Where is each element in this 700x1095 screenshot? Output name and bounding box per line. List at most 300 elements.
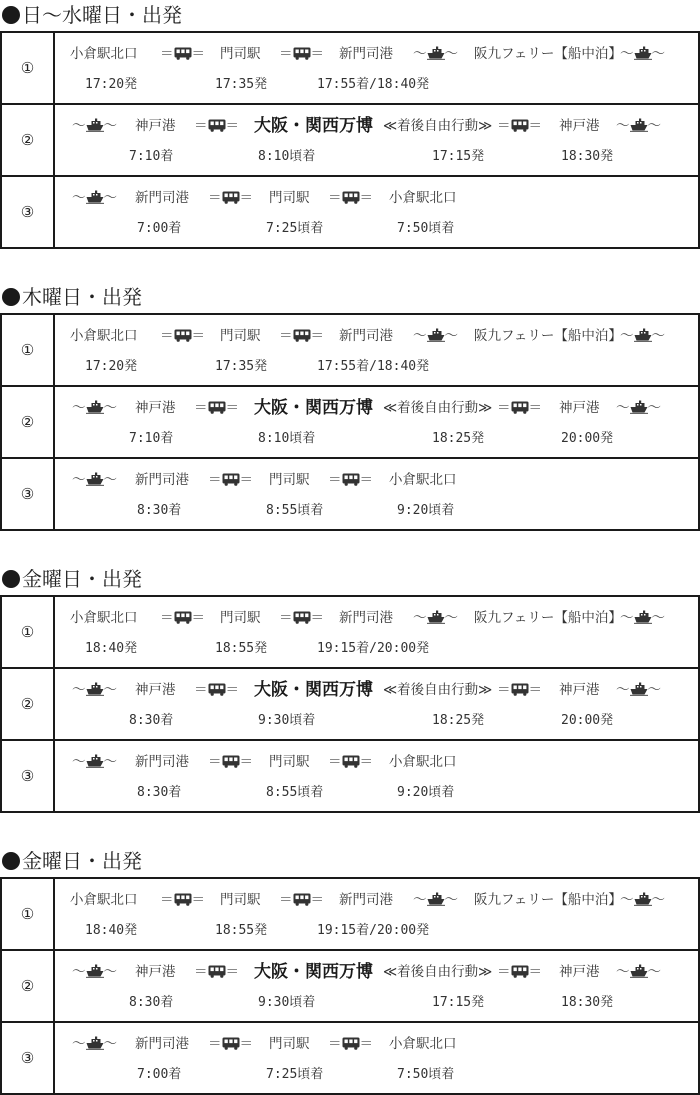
bus-icon <box>342 189 360 211</box>
tilde-symbol: ～ <box>620 46 634 62</box>
bus-icon <box>293 45 311 67</box>
eq-symbol: ＝ <box>279 610 293 626</box>
eq-symbol: ＝ <box>528 118 542 134</box>
stop-moji-station: 門司駅 <box>269 190 310 206</box>
stop-moji-station: 門司駅 <box>220 328 261 344</box>
bus-transfer <box>497 961 542 985</box>
time-value: 18:30発 <box>561 149 614 164</box>
bus-icon <box>222 471 240 493</box>
time-value: 18:30発 <box>561 995 614 1010</box>
eq-symbol: ＝ <box>191 610 205 626</box>
schedule-row <box>2 739 698 811</box>
eq-symbol: ＝ <box>208 472 222 488</box>
day-number: ① <box>2 315 55 385</box>
time-value: 18:25発 <box>432 713 485 728</box>
bus-icon <box>174 327 192 349</box>
ship-icon <box>634 609 652 631</box>
tilde-symbol: ～ <box>616 682 630 698</box>
tilde-symbol: ～ <box>103 118 117 134</box>
time-value: 19:15着/20:00発 <box>317 923 430 938</box>
eq-symbol: ＝ <box>239 1036 253 1052</box>
stop-shinmoji-port: 新門司港 <box>339 328 393 344</box>
bus-transfer <box>279 43 324 67</box>
tilde-symbol: ～ <box>647 400 661 416</box>
ship-transfer <box>620 889 665 913</box>
stop-shinmoji-port: 新門司港 <box>339 892 393 908</box>
eq-symbol: ＝ <box>191 46 205 62</box>
ship-icon <box>86 963 104 985</box>
bus-transfer <box>208 751 253 775</box>
eq-symbol: ＝ <box>497 682 511 698</box>
time-value: 17:35発 <box>215 359 268 374</box>
schedule-row <box>2 949 698 1021</box>
stop-kokura-kitaguchi: 小倉駅北口 <box>70 328 138 344</box>
ferry-name: 阪九フェリー【船中泊】 <box>474 610 622 626</box>
bus-transfer <box>194 961 239 985</box>
stop-shinmoji-port: 新門司港 <box>135 190 189 206</box>
stop-kobe-port: 神戸港 <box>135 682 176 698</box>
time-value: 7:25頃着 <box>266 221 324 236</box>
stop-kobe-port: 神戸港 <box>559 964 600 980</box>
time-value: 17:15発 <box>432 149 485 164</box>
ship-icon <box>634 327 652 349</box>
time-value: 18:55発 <box>215 641 268 656</box>
eq-symbol: ＝ <box>310 892 324 908</box>
time-value: 7:00着 <box>137 1067 182 1082</box>
section-title-text: 金曜日・出発 <box>22 849 142 873</box>
eq-symbol: ＝ <box>328 754 342 770</box>
ship-transfer <box>616 115 661 139</box>
ship-icon <box>86 117 104 139</box>
stop-moji-station: 門司駅 <box>220 46 261 62</box>
bus-transfer <box>279 607 324 631</box>
section-title <box>0 282 700 312</box>
ship-transfer <box>72 397 117 421</box>
ship-transfer <box>616 961 661 985</box>
ship-transfer <box>620 325 665 349</box>
stop-kokura-kitaguchi: 小倉駅北口 <box>70 610 138 626</box>
eq-symbol: ＝ <box>239 472 253 488</box>
bus-icon <box>293 609 311 631</box>
eq-symbol: ＝ <box>194 118 208 134</box>
stop-moji-station: 門司駅 <box>220 610 261 626</box>
eq-symbol: ＝ <box>528 682 542 698</box>
day-number: ③ <box>2 741 55 811</box>
free-time-note: ≪着後自由行動≫ <box>383 118 493 134</box>
eq-symbol: ＝ <box>310 46 324 62</box>
time-value: 9:30頃着 <box>258 995 316 1010</box>
day-number: ③ <box>2 459 55 529</box>
expo-name: 大阪・関西万博 <box>254 398 373 418</box>
tilde-symbol: ～ <box>413 892 427 908</box>
ship-transfer <box>72 961 117 985</box>
expo-name: 大阪・関西万博 <box>254 962 373 982</box>
section-title-text: 日～水曜日・出発 <box>22 3 182 27</box>
stop-shinmoji-port: 新門司港 <box>339 610 393 626</box>
eq-symbol: ＝ <box>239 190 253 206</box>
schedule-row <box>2 385 698 457</box>
stop-shinmoji-port: 新門司港 <box>135 754 189 770</box>
time-value: 20:00発 <box>561 431 614 446</box>
ship-transfer <box>72 679 117 703</box>
ship-transfer <box>413 43 458 67</box>
ship-icon <box>86 471 104 493</box>
bus-transfer <box>208 187 253 211</box>
tilde-symbol: ～ <box>103 190 117 206</box>
free-time-note: ≪着後自由行動≫ <box>383 682 493 698</box>
time-value: 8:30着 <box>137 785 182 800</box>
eq-symbol: ＝ <box>497 118 511 134</box>
schedule-table <box>0 31 700 249</box>
bus-transfer <box>328 1033 373 1057</box>
tilde-symbol: ～ <box>72 754 86 770</box>
stop-moji-station: 門司駅 <box>269 1036 310 1052</box>
stop-shinmoji-port: 新門司港 <box>339 46 393 62</box>
time-value: 9:20頃着 <box>397 785 455 800</box>
time-value: 8:10頃着 <box>258 431 316 446</box>
eq-symbol: ＝ <box>497 964 511 980</box>
eq-symbol: ＝ <box>191 892 205 908</box>
time-value: 7:25頃着 <box>266 1067 324 1082</box>
section-title-text: 金曜日・出発 <box>22 567 142 591</box>
eq-symbol: ＝ <box>310 610 324 626</box>
ship-icon <box>427 891 445 913</box>
schedule-section <box>0 0 700 236</box>
tilde-symbol: ～ <box>444 610 458 626</box>
stop-kokura-kitaguchi: 小倉駅北口 <box>389 472 457 488</box>
tilde-symbol: ～ <box>444 46 458 62</box>
tilde-symbol: ～ <box>413 46 427 62</box>
time-value: 18:40発 <box>85 923 138 938</box>
tilde-symbol: ～ <box>103 1036 117 1052</box>
tilde-symbol: ～ <box>616 118 630 134</box>
time-value: 18:25発 <box>432 431 485 446</box>
eq-symbol: ＝ <box>160 610 174 626</box>
free-time-note: ≪着後自由行動≫ <box>383 400 493 416</box>
stop-kokura-kitaguchi: 小倉駅北口 <box>389 1036 457 1052</box>
eq-symbol: ＝ <box>239 754 253 770</box>
ship-icon <box>634 891 652 913</box>
bus-transfer <box>279 889 324 913</box>
tilde-symbol: ～ <box>651 46 665 62</box>
bullet-dot-icon <box>2 6 20 24</box>
ship-transfer <box>72 751 117 775</box>
stop-moji-station: 門司駅 <box>269 472 310 488</box>
ship-transfer <box>620 607 665 631</box>
time-value: 17:35発 <box>215 77 268 92</box>
time-value: 8:30着 <box>129 713 174 728</box>
eq-symbol: ＝ <box>160 328 174 344</box>
tilde-symbol: ～ <box>620 892 634 908</box>
eq-symbol: ＝ <box>359 190 373 206</box>
tilde-symbol: ～ <box>616 400 630 416</box>
stop-kobe-port: 神戸港 <box>135 964 176 980</box>
tilde-symbol: ～ <box>103 964 117 980</box>
time-value: 7:10着 <box>129 149 174 164</box>
stop-moji-station: 門司駅 <box>220 892 261 908</box>
day-number: ② <box>2 669 55 739</box>
schedule-row <box>2 315 698 385</box>
time-value: 8:55頃着 <box>266 503 324 518</box>
eq-symbol: ＝ <box>191 328 205 344</box>
bus-icon <box>208 681 226 703</box>
stop-shinmoji-port: 新門司港 <box>135 472 189 488</box>
schedule-row <box>2 1021 698 1093</box>
tilde-symbol: ～ <box>413 328 427 344</box>
stop-moji-station: 門司駅 <box>269 754 310 770</box>
tilde-symbol: ～ <box>651 610 665 626</box>
tilde-symbol: ～ <box>620 610 634 626</box>
stop-kobe-port: 神戸港 <box>135 118 176 134</box>
time-value: 7:00着 <box>137 221 182 236</box>
ship-icon <box>634 45 652 67</box>
schedule-table <box>0 877 700 1095</box>
stop-kobe-port: 神戸港 <box>559 118 600 134</box>
eq-symbol: ＝ <box>208 1036 222 1052</box>
ship-transfer <box>413 889 458 913</box>
bus-transfer <box>160 43 205 67</box>
ship-transfer <box>72 1033 117 1057</box>
eq-symbol: ＝ <box>194 682 208 698</box>
eq-symbol: ＝ <box>194 400 208 416</box>
eq-symbol: ＝ <box>194 964 208 980</box>
bus-icon <box>222 189 240 211</box>
section-title-text: 木曜日・出発 <box>22 285 142 309</box>
ship-icon <box>86 753 104 775</box>
bus-icon <box>511 399 529 421</box>
time-value: 17:15発 <box>432 995 485 1010</box>
time-value: 7:50頃着 <box>397 1067 455 1082</box>
eq-symbol: ＝ <box>279 892 293 908</box>
time-value: 19:15着/20:00発 <box>317 641 430 656</box>
tilde-symbol: ～ <box>444 328 458 344</box>
day-number: ③ <box>2 1023 55 1093</box>
bus-icon <box>293 327 311 349</box>
bus-transfer <box>279 325 324 349</box>
tilde-symbol: ～ <box>620 328 634 344</box>
time-value: 20:00発 <box>561 713 614 728</box>
eq-symbol: ＝ <box>328 1036 342 1052</box>
day-number: ① <box>2 33 55 103</box>
stop-kokura-kitaguchi: 小倉駅北口 <box>389 190 457 206</box>
tilde-symbol: ～ <box>651 892 665 908</box>
stop-kokura-kitaguchi: 小倉駅北口 <box>389 754 457 770</box>
schedule-row <box>2 597 698 667</box>
eq-symbol: ＝ <box>279 328 293 344</box>
ship-icon <box>86 681 104 703</box>
time-value: 7:10着 <box>129 431 174 446</box>
tilde-symbol: ～ <box>651 328 665 344</box>
time-value: 9:30頃着 <box>258 713 316 728</box>
schedule-row <box>2 175 698 247</box>
time-value: 9:20頃着 <box>397 503 455 518</box>
eq-symbol: ＝ <box>160 46 174 62</box>
ship-icon <box>630 681 648 703</box>
time-value: 17:20発 <box>85 77 138 92</box>
ferry-name: 阪九フェリー【船中泊】 <box>474 328 622 344</box>
eq-symbol: ＝ <box>225 400 239 416</box>
schedule-section <box>0 282 700 518</box>
schedule-row <box>2 457 698 529</box>
section-title <box>0 846 700 876</box>
schedule-row <box>2 879 698 949</box>
tilde-symbol: ～ <box>103 472 117 488</box>
bus-transfer <box>194 397 239 421</box>
eq-symbol: ＝ <box>208 190 222 206</box>
ship-icon <box>427 327 445 349</box>
time-value: 18:55発 <box>215 923 268 938</box>
free-time-note: ≪着後自由行動≫ <box>383 964 493 980</box>
tilde-symbol: ～ <box>647 118 661 134</box>
bus-transfer <box>194 679 239 703</box>
bus-transfer <box>160 607 205 631</box>
stop-kokura-kitaguchi: 小倉駅北口 <box>70 892 138 908</box>
day-number: ① <box>2 879 55 949</box>
section-title <box>0 0 700 30</box>
bus-icon <box>208 117 226 139</box>
bus-icon <box>222 1035 240 1057</box>
eq-symbol: ＝ <box>208 754 222 770</box>
tilde-symbol: ～ <box>72 1036 86 1052</box>
ship-icon <box>630 399 648 421</box>
bus-transfer <box>497 397 542 421</box>
time-value: 8:30着 <box>137 503 182 518</box>
stop-shinmoji-port: 新門司港 <box>135 1036 189 1052</box>
ship-icon <box>427 45 445 67</box>
bullet-dot-icon <box>2 852 20 870</box>
bus-icon <box>174 45 192 67</box>
tilde-symbol: ～ <box>103 400 117 416</box>
day-number: ① <box>2 597 55 667</box>
ship-transfer <box>72 469 117 493</box>
time-value: 8:55頃着 <box>266 785 324 800</box>
schedule-table <box>0 595 700 813</box>
eq-symbol: ＝ <box>310 328 324 344</box>
bus-icon <box>342 471 360 493</box>
bus-transfer <box>208 1033 253 1057</box>
bus-icon <box>174 891 192 913</box>
eq-symbol: ＝ <box>160 892 174 908</box>
bus-icon <box>511 117 529 139</box>
expo-name: 大阪・関西万博 <box>254 116 373 136</box>
schedule-section <box>0 846 700 1082</box>
ship-transfer <box>72 187 117 211</box>
schedule-table <box>0 313 700 531</box>
eq-symbol: ＝ <box>225 964 239 980</box>
bus-icon <box>511 681 529 703</box>
day-number: ② <box>2 387 55 457</box>
bus-icon <box>342 1035 360 1057</box>
stop-kokura-kitaguchi: 小倉駅北口 <box>70 46 138 62</box>
section-title <box>0 564 700 594</box>
ship-icon <box>630 963 648 985</box>
eq-symbol: ＝ <box>328 472 342 488</box>
bus-icon <box>511 963 529 985</box>
bus-icon <box>342 753 360 775</box>
stop-kobe-port: 神戸港 <box>559 400 600 416</box>
tilde-symbol: ～ <box>413 610 427 626</box>
ship-transfer <box>616 679 661 703</box>
bus-transfer <box>497 679 542 703</box>
time-value: 8:30着 <box>129 995 174 1010</box>
eq-symbol: ＝ <box>528 964 542 980</box>
ferry-name: 阪九フェリー【船中泊】 <box>474 46 622 62</box>
time-value: 7:50頃着 <box>397 221 455 236</box>
bus-transfer <box>194 115 239 139</box>
eq-symbol: ＝ <box>359 1036 373 1052</box>
stop-kobe-port: 神戸港 <box>559 682 600 698</box>
ship-icon <box>86 399 104 421</box>
ship-transfer <box>616 397 661 421</box>
tilde-symbol: ～ <box>647 964 661 980</box>
ship-icon <box>86 189 104 211</box>
stop-kobe-port: 神戸港 <box>135 400 176 416</box>
schedule-row <box>2 33 698 103</box>
tilde-symbol: ～ <box>647 682 661 698</box>
bus-transfer <box>497 115 542 139</box>
tilde-symbol: ～ <box>72 964 86 980</box>
eq-symbol: ＝ <box>359 472 373 488</box>
tilde-symbol: ～ <box>72 472 86 488</box>
day-number: ③ <box>2 177 55 247</box>
eq-symbol: ＝ <box>279 46 293 62</box>
ship-icon <box>86 1035 104 1057</box>
eq-symbol: ＝ <box>328 190 342 206</box>
schedule-section <box>0 564 700 800</box>
bus-transfer <box>328 469 373 493</box>
bus-transfer <box>160 889 205 913</box>
bus-icon <box>222 753 240 775</box>
day-number: ② <box>2 951 55 1021</box>
eq-symbol: ＝ <box>497 400 511 416</box>
bullet-dot-icon <box>2 570 20 588</box>
ship-transfer <box>72 115 117 139</box>
day-number: ② <box>2 105 55 175</box>
time-value: 17:55着/18:40発 <box>317 359 430 374</box>
ferry-name: 阪九フェリー【船中泊】 <box>474 892 622 908</box>
tilde-symbol: ～ <box>103 682 117 698</box>
ship-transfer <box>413 607 458 631</box>
time-value: 18:40発 <box>85 641 138 656</box>
bus-transfer <box>208 469 253 493</box>
tilde-symbol: ～ <box>72 682 86 698</box>
eq-symbol: ＝ <box>225 118 239 134</box>
bus-transfer <box>160 325 205 349</box>
eq-symbol: ＝ <box>225 682 239 698</box>
expo-name: 大阪・関西万博 <box>254 680 373 700</box>
schedule-row <box>2 667 698 739</box>
bus-icon <box>208 963 226 985</box>
bus-icon <box>174 609 192 631</box>
eq-symbol: ＝ <box>359 754 373 770</box>
bullet-dot-icon <box>2 288 20 306</box>
bus-icon <box>208 399 226 421</box>
tilde-symbol: ～ <box>72 118 86 134</box>
bus-transfer <box>328 187 373 211</box>
ship-icon <box>630 117 648 139</box>
tilde-symbol: ～ <box>72 190 86 206</box>
time-value: 17:20発 <box>85 359 138 374</box>
bus-icon <box>293 891 311 913</box>
ship-icon <box>427 609 445 631</box>
ship-transfer <box>620 43 665 67</box>
time-value: 8:10頃着 <box>258 149 316 164</box>
tilde-symbol: ～ <box>72 400 86 416</box>
time-value: 17:55着/18:40発 <box>317 77 430 92</box>
bus-transfer <box>328 751 373 775</box>
schedule-row <box>2 103 698 175</box>
ship-transfer <box>413 325 458 349</box>
